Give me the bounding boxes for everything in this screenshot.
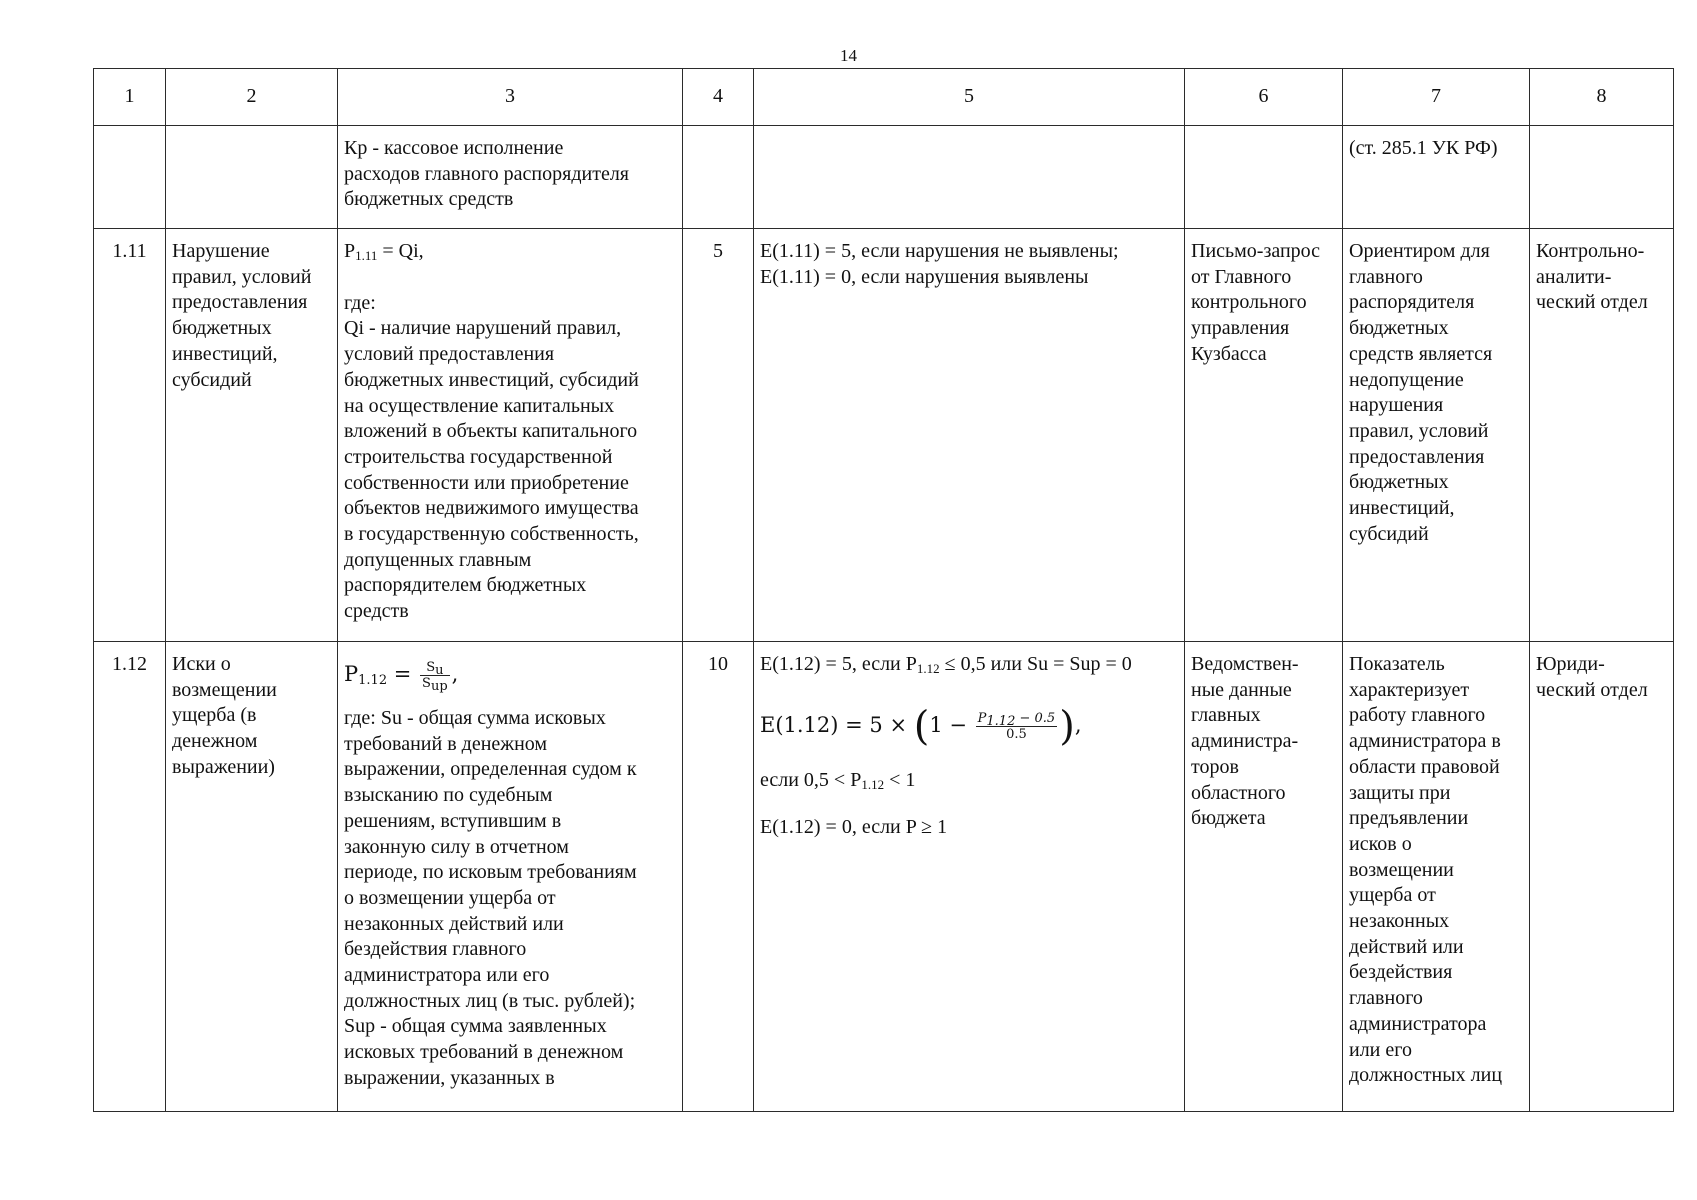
text-line: законную силу в отчетном <box>344 835 569 858</box>
text-line: действий или <box>1349 935 1464 958</box>
cell-note <box>1343 642 1530 1112</box>
text-line: бездействия <box>1349 961 1453 984</box>
text-line: E(1.11) = 0, если нарушения выявлены <box>760 265 1089 288</box>
text-line: нарушения <box>1349 394 1444 417</box>
text-line: субсидий <box>1349 522 1429 545</box>
text-line: о возмещении ущерба от <box>344 886 556 909</box>
text-line: Qi - наличие нарушений правил, <box>344 317 622 340</box>
text-line: управления <box>1191 317 1290 340</box>
cell-weight: 5 <box>683 229 754 642</box>
cell-evaluation <box>754 126 1185 229</box>
fraction: $\frac{S_u}{S_{up}}$ <box>422 660 448 694</box>
text-line: Иски о <box>172 653 231 675</box>
text-line: инвестиций, <box>172 342 278 365</box>
text-line: возмещении <box>1349 858 1454 881</box>
evaluation-line: E(1.12) = 0, если P ≥ 1 <box>760 816 948 839</box>
text-line: контрольного <box>1191 291 1307 314</box>
text-line: выражении) <box>172 755 275 778</box>
text-line: Ориентиром для <box>1349 240 1490 262</box>
text-line: предъявлении <box>1349 807 1469 830</box>
text-line: вложений в объекты капитального <box>344 420 638 443</box>
cell-number: 1.12 <box>94 642 166 1112</box>
column-number: 7 <box>1343 69 1530 126</box>
text-line: распорядителя <box>1349 291 1475 314</box>
cell-weight: 10 <box>683 642 754 1112</box>
text-line: в государственную собственность, <box>344 523 639 546</box>
text-line: ческий отдел <box>1536 291 1648 314</box>
text-line: ные данные <box>1191 678 1292 701</box>
text-line: Юриди- <box>1536 653 1605 675</box>
text-line: исковых требований в денежном <box>344 1041 624 1064</box>
text-line: средств <box>344 600 409 623</box>
text-line: распорядителем бюджетных <box>344 574 587 597</box>
text-line: Письмо-запрос <box>1191 240 1321 262</box>
text-line: работу главного <box>1349 704 1486 727</box>
text-line: требований в денежном <box>344 732 548 755</box>
text-line: или его <box>1349 1038 1412 1061</box>
text-line: периоде, по исковым требованиям <box>344 861 637 884</box>
text-line: главного <box>1349 987 1423 1010</box>
cell-indicator-name <box>166 229 338 642</box>
text-line: E(1.11) = 5, если нарушения не выявлены; <box>760 240 1119 262</box>
cell-responsible <box>1530 229 1674 642</box>
column-number: 2 <box>166 69 338 126</box>
table-row-1-12 <box>94 642 1674 1112</box>
text-line: ущерба (в <box>172 704 257 727</box>
text-line: предоставления <box>172 291 308 314</box>
cell-evaluation <box>754 229 1185 642</box>
cell-indicator-name <box>166 642 338 1112</box>
cell-weight <box>683 126 754 229</box>
text-line: ущерба от <box>1349 884 1436 907</box>
text-line: администратора или его <box>344 964 550 987</box>
text-line: недопущение <box>1349 368 1464 391</box>
text-line: денежном <box>172 730 258 753</box>
cell-indicator-name <box>166 126 338 229</box>
text-line: Кузбасса <box>1191 342 1267 365</box>
column-number-row <box>94 69 1674 126</box>
text-line: бюджетных инвестиций, субсидий <box>344 368 639 391</box>
text-line: бюджетных <box>172 317 272 340</box>
text-line: торов <box>1191 755 1239 778</box>
text-line: субсидий <box>172 368 252 391</box>
text-line: ческий отдел <box>1536 678 1648 701</box>
text-line: на осуществление капитальных <box>344 394 615 417</box>
cell-evaluation <box>754 642 1185 1112</box>
text-line: правил, условий <box>1349 419 1489 442</box>
text-line: Нарушение <box>172 240 270 262</box>
text-line: должностных лиц <box>1349 1064 1503 1087</box>
cell-formula <box>338 642 683 1112</box>
text-line: главных <box>1191 704 1261 727</box>
text-line: где: Su - общая сумма исковых <box>344 707 606 729</box>
cell-source <box>1185 126 1343 229</box>
text-line: администратора <box>1349 1012 1487 1035</box>
text-line: бюджетных <box>1349 471 1449 494</box>
column-number: 4 <box>683 69 754 126</box>
text-line: выражении, определенная судом к <box>344 758 637 781</box>
text-line: аналити- <box>1536 265 1612 288</box>
cell-responsible <box>1530 126 1674 229</box>
text-line: строительства государственной <box>344 445 613 468</box>
text-line: собственности или приобретение <box>344 471 629 494</box>
table-row-continuation <box>94 126 1674 229</box>
cell-note <box>1343 126 1530 229</box>
fraction: $\frac{P_{1.12} - 0.5}{0.5}$ <box>977 710 1056 742</box>
text-line: от Главного <box>1191 265 1292 288</box>
text-line: возмещении <box>172 678 277 701</box>
text-line: Sup - общая сумма заявленных <box>344 1015 607 1038</box>
text-line: незаконных действий или <box>344 912 564 935</box>
table-row-1-11 <box>94 229 1674 642</box>
evaluation-formula: E(1.12) = 5 × (1 − $\frac{P_{1.12} - 0.5}{0.5}$ ), <box>760 703 1082 750</box>
text-line: (ст. 285.1 УК РФ) <box>1349 137 1498 159</box>
text-line: Показатель <box>1349 653 1445 675</box>
text-line: защиты при <box>1349 781 1451 804</box>
cell-formula <box>338 126 683 229</box>
text-line: Ведомствен- <box>1191 653 1299 675</box>
text-line: выражении, указанных в <box>344 1066 555 1089</box>
text-line: бюджетных <box>1349 317 1449 340</box>
formula-1-11: $P_{1.11} = Qi$, <box>344 240 424 263</box>
text-line: решениям, вступившим в <box>344 809 562 832</box>
evaluation-line: E(1.12) = 5, если $P_{1.12} \le 0,5$ или Su = Sup = 0 <box>760 653 1132 676</box>
text-line: бездействия главного <box>344 938 527 961</box>
text-line: взысканию по судебным <box>344 784 553 807</box>
column-number: 5 <box>754 69 1185 126</box>
text-line: незаконных <box>1349 910 1450 933</box>
text-line: предоставления <box>1349 445 1485 468</box>
text-line: характеризует <box>1349 678 1470 701</box>
cell-responsible <box>1530 642 1674 1112</box>
where-label: где: <box>344 291 376 314</box>
text-line: администратора в <box>1349 730 1501 753</box>
text-line: условий предоставления <box>344 343 555 366</box>
formula-1-12: $P_{1.12}$ = $\frac{S_u}{S_{up}}$ , <box>344 660 459 694</box>
text-line: исков о <box>1349 832 1412 855</box>
cell-formula <box>338 229 683 642</box>
page-number: 14 <box>840 46 857 65</box>
text-line: инвестиций, <box>1349 497 1455 520</box>
text-line: бюджета <box>1191 807 1266 830</box>
text-line: Кр - кассовое исполнение <box>344 137 564 159</box>
cell-source <box>1185 642 1343 1112</box>
text-line: областного <box>1191 781 1286 804</box>
column-number: 8 <box>1530 69 1674 126</box>
text-line: главного <box>1349 265 1423 288</box>
cell-number <box>94 126 166 229</box>
indicator-table <box>93 68 1674 1112</box>
cell-source <box>1185 229 1343 642</box>
text-line: администра- <box>1191 730 1299 753</box>
text-line: бюджетных средств <box>344 188 514 211</box>
text-line: области правовой <box>1349 755 1500 778</box>
text-line: правил, условий <box>172 265 312 288</box>
cell-note <box>1343 229 1530 642</box>
text-line: средств является <box>1349 342 1493 365</box>
text-line: расходов главного распорядителя <box>344 162 629 185</box>
evaluation-line: если $0,5 < P_{1.12} < 1$ <box>760 768 916 792</box>
text-line: должностных лиц (в тыс. рублей); <box>344 989 636 1012</box>
column-number: 6 <box>1185 69 1343 126</box>
cell-number: 1.11 <box>94 229 166 642</box>
text-line: Контрольно- <box>1536 240 1645 262</box>
column-number: 1 <box>94 69 166 126</box>
text-line: объектов недвижимого имущества <box>344 497 639 520</box>
column-number: 3 <box>338 69 683 126</box>
text-line: допущенных главным <box>344 548 532 571</box>
